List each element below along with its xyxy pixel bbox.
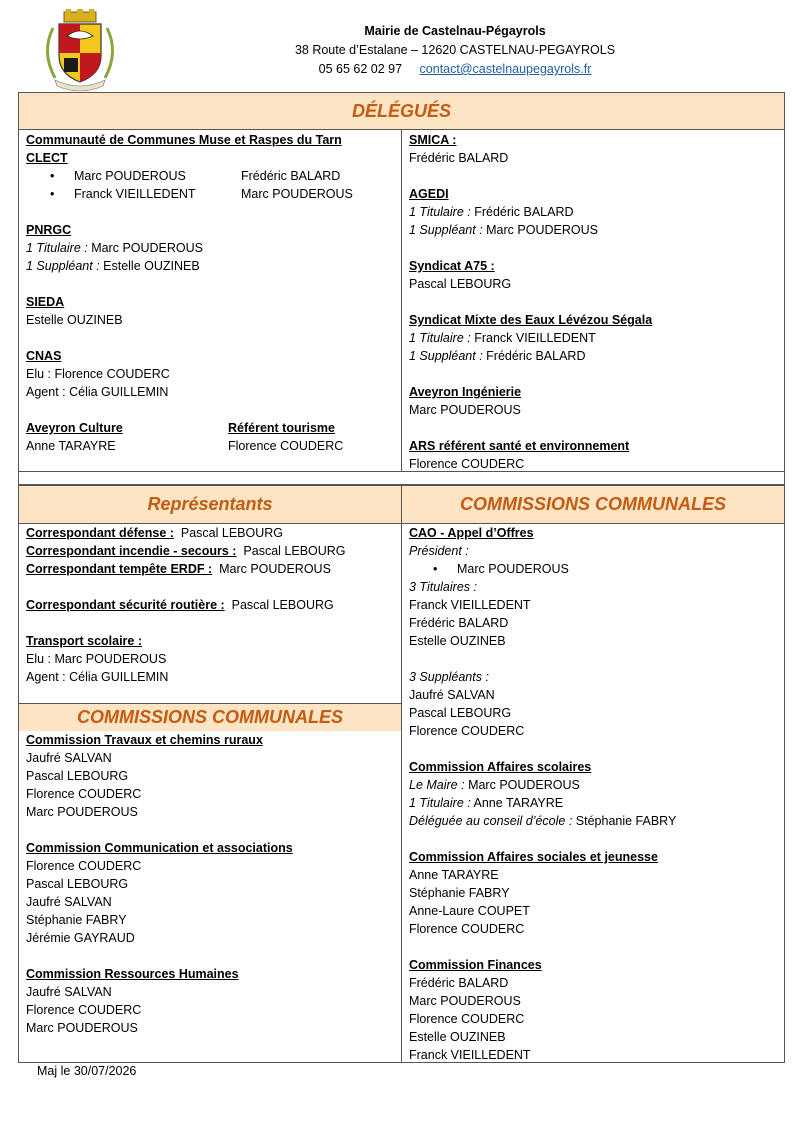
- securite-row: [26, 596, 396, 614]
- member: Franck VIEILLEDENT: [409, 1048, 531, 1062]
- tourisme-member: Florence COUDERC: [228, 439, 344, 453]
- suppleant-value: Frédéric BALARD: [482, 349, 586, 363]
- deleguee-value: Stéphanie FABRY: [572, 814, 677, 828]
- titulaire-label: 1 Titulaire :: [409, 331, 471, 345]
- member: Franck VIEILLEDENT: [409, 598, 531, 612]
- clect-member: Marc POUDEROUS: [241, 187, 353, 201]
- member: Estelle OUZINEB: [409, 634, 506, 648]
- tempete-label: Correspondant tempête ERDF :: [26, 562, 213, 576]
- member: Jaufré SALVAN: [26, 895, 112, 909]
- email-link[interactable]: contact@castelnaupegayrols.fr: [419, 62, 592, 76]
- suppleant-value: Estelle OUZINEB: [99, 259, 200, 273]
- member: Anne TARAYRE: [409, 868, 499, 882]
- update-date: Maj le 30/07/2026: [37, 1064, 137, 1078]
- member: Frédéric BALARD: [409, 976, 509, 990]
- letterhead: [220, 22, 690, 79]
- sieda-title: SIEDA: [26, 295, 65, 309]
- member: Florence COUDERC: [26, 859, 142, 873]
- clect-member: Frédéric BALARD: [241, 169, 341, 183]
- representants-heading: Représentants: [19, 486, 401, 523]
- finances-title: Commission Finances: [409, 958, 542, 972]
- ars-title: ARS référent santé et environnement: [409, 439, 630, 453]
- member: Stéphanie FABRY: [26, 913, 127, 927]
- cnas-title: CNAS: [26, 349, 62, 363]
- transport-elu: Elu : Marc POUDEROUS: [26, 652, 167, 666]
- clect-member-row: [26, 167, 396, 185]
- member: Jaufré SALVAN: [409, 688, 495, 702]
- ccmrt-title: Communauté de Communes Muse et Raspes du Tarn: [26, 133, 342, 147]
- suppleant-label: 1 Suppléant :: [409, 349, 483, 363]
- ingenierie-member: Marc POUDEROUS: [409, 403, 521, 417]
- pnrgc-suppleant: [26, 257, 396, 275]
- member: Pascal LEBOURG: [409, 706, 512, 720]
- agedi-suppleant: [409, 221, 779, 239]
- cao-title: CAO - Appel d’Offres: [409, 526, 534, 540]
- tempete-row: [26, 560, 396, 578]
- member: Florence COUDERC: [26, 1003, 142, 1017]
- a75-title: Syndicat A75 :: [409, 259, 495, 273]
- incendie-row: [26, 542, 396, 560]
- agedi-titulaire: [409, 203, 779, 221]
- commissions-left-heading: COMMISSIONS COMMUNALES: [19, 704, 401, 731]
- incendie-value: Pascal LEBOURG: [236, 544, 346, 558]
- suppleant-label: 1 Suppléant :: [26, 259, 100, 273]
- commissions-right-heading: COMMISSIONS COMMUNALES: [402, 486, 784, 523]
- maire-label: Le Maire :: [409, 778, 465, 792]
- delegues-heading: DÉLÉGUÉS: [19, 93, 784, 129]
- org-phone: 05 65 62 02 97: [318, 62, 403, 76]
- clect-member: Franck VIEILLEDENT: [74, 187, 196, 201]
- member: Marc POUDEROUS: [26, 805, 138, 819]
- communication-title: Commission Communication et associations: [26, 841, 293, 855]
- securite-value: Pascal LEBOURG: [224, 598, 334, 612]
- titulaire-value: Franck VIEILLEDENT: [470, 331, 596, 345]
- representants-column: [26, 524, 396, 686]
- titulaire-label: 1 Titulaire :: [26, 241, 88, 255]
- scolaires-deleguee: [409, 812, 779, 830]
- rh-title: Commission Ressources Humaines: [26, 967, 239, 981]
- member: Jaufré SALVAN: [26, 751, 112, 765]
- member: Anne-Laure COUPET: [409, 904, 530, 918]
- a75-member: Pascal LEBOURG: [409, 277, 512, 291]
- clect-member-row: [26, 185, 396, 203]
- member: Estelle OUZINEB: [409, 1030, 506, 1044]
- suppleant-label: 1 Suppléant :: [409, 223, 483, 237]
- delegues-left-column: [26, 131, 396, 455]
- transport-agent: Agent : Célia GUILLEMIN: [26, 670, 169, 684]
- cao-president: • Marc POUDEROUS: [409, 560, 779, 578]
- smica-member: Frédéric BALARD: [409, 151, 509, 165]
- member: Marc POUDEROUS: [26, 1021, 138, 1035]
- titulaire-value: Anne TARAYRE: [470, 796, 564, 810]
- org-name: Mairie de Castelnau-Pégayrols: [364, 24, 546, 38]
- commissions-left-column: [26, 731, 396, 1037]
- maire-value: Marc POUDEROUS: [464, 778, 580, 792]
- coat-of-arms-logo: [37, 8, 123, 92]
- pnrgc-titulaire: [26, 239, 396, 257]
- defense-label: Correspondant défense :: [26, 526, 174, 540]
- delegues-right-column: [409, 131, 779, 473]
- member: Marc POUDEROUS: [409, 994, 521, 1008]
- clect-member: Marc POUDEROUS: [74, 169, 186, 183]
- aveyron-culture-title: Aveyron Culture: [26, 421, 123, 435]
- aveyron-culture-member: Anne TARAYRE: [26, 439, 116, 453]
- scolaires-titulaire: [409, 794, 779, 812]
- contact-line: [220, 60, 690, 79]
- suppleant-value: Marc POUDEROUS: [482, 223, 598, 237]
- scolaires-title: Commission Affaires scolaires: [409, 760, 592, 774]
- smica-title: SMICA :: [409, 133, 457, 147]
- member: Pascal LEBOURG: [26, 769, 129, 783]
- titulaire-value: Frédéric BALARD: [470, 205, 574, 219]
- member: Jérémie GAYRAUD: [26, 931, 135, 945]
- member: Frédéric BALARD: [409, 616, 509, 630]
- clect-title: CLECT: [26, 151, 68, 165]
- member: Pascal LEBOURG: [26, 877, 129, 891]
- travaux-title: Commission Travaux et chemins ruraux: [26, 733, 263, 747]
- defense-value: Pascal LEBOURG: [173, 526, 284, 540]
- titulaire-label: 1 Titulaire :: [409, 796, 471, 810]
- member: Stéphanie FABRY: [409, 886, 510, 900]
- member: Florence COUDERC: [409, 922, 525, 936]
- cao-suppleants-label: 3 Suppléants :: [409, 670, 489, 684]
- commissions-right-column: [409, 524, 779, 1064]
- eaux-title: Syndicat Mixte des Eaux Lévézou Ségala: [409, 313, 653, 327]
- eaux-suppleant: [409, 347, 779, 365]
- eaux-titulaire: [409, 329, 779, 347]
- member: Jaufré SALVAN: [26, 985, 112, 999]
- scolaires-maire: [409, 776, 779, 794]
- member: Florence COUDERC: [26, 787, 142, 801]
- sieda-member: Estelle OUZINEB: [26, 313, 123, 327]
- member: Florence COUDERC: [409, 724, 525, 738]
- org-address: 38 Route d’Estalane – 12620 CASTELNAU-PEGAYROLS: [294, 43, 616, 57]
- culture-tourisme-members: [26, 437, 396, 455]
- tempete-value: Marc POUDEROUS: [212, 562, 331, 576]
- ars-member: Florence COUDERC: [409, 457, 525, 471]
- cnas-agent: Agent : Célia GUILLEMIN: [26, 385, 169, 399]
- member: Florence COUDERC: [409, 1012, 525, 1026]
- ingenierie-title: Aveyron Ingénierie: [409, 385, 522, 399]
- cao-president-label: Président :: [409, 544, 469, 558]
- securite-label: Correspondant sécurité routière :: [26, 598, 225, 612]
- tourisme-title: Référent tourisme: [228, 421, 335, 435]
- cao-titulaires-label: 3 Titulaires :: [409, 580, 477, 594]
- titulaire-value: Marc POUDEROUS: [87, 241, 204, 255]
- agedi-title: AGEDI: [409, 187, 449, 201]
- titulaire-label: 1 Titulaire :: [409, 205, 471, 219]
- incendie-label: Correspondant incendie - secours :: [26, 544, 237, 558]
- sociales-title: Commission Affaires sociales et jeunesse: [409, 850, 658, 864]
- defense-row: [26, 524, 396, 542]
- cnas-elu: Elu : Florence COUDERC: [26, 367, 170, 381]
- culture-tourisme-row: [26, 419, 396, 437]
- pnrgc-title: PNRGC: [26, 223, 72, 237]
- deleguee-label: Déléguée au conseil d’école :: [409, 814, 573, 828]
- transport-title: Transport scolaire :: [26, 634, 143, 648]
